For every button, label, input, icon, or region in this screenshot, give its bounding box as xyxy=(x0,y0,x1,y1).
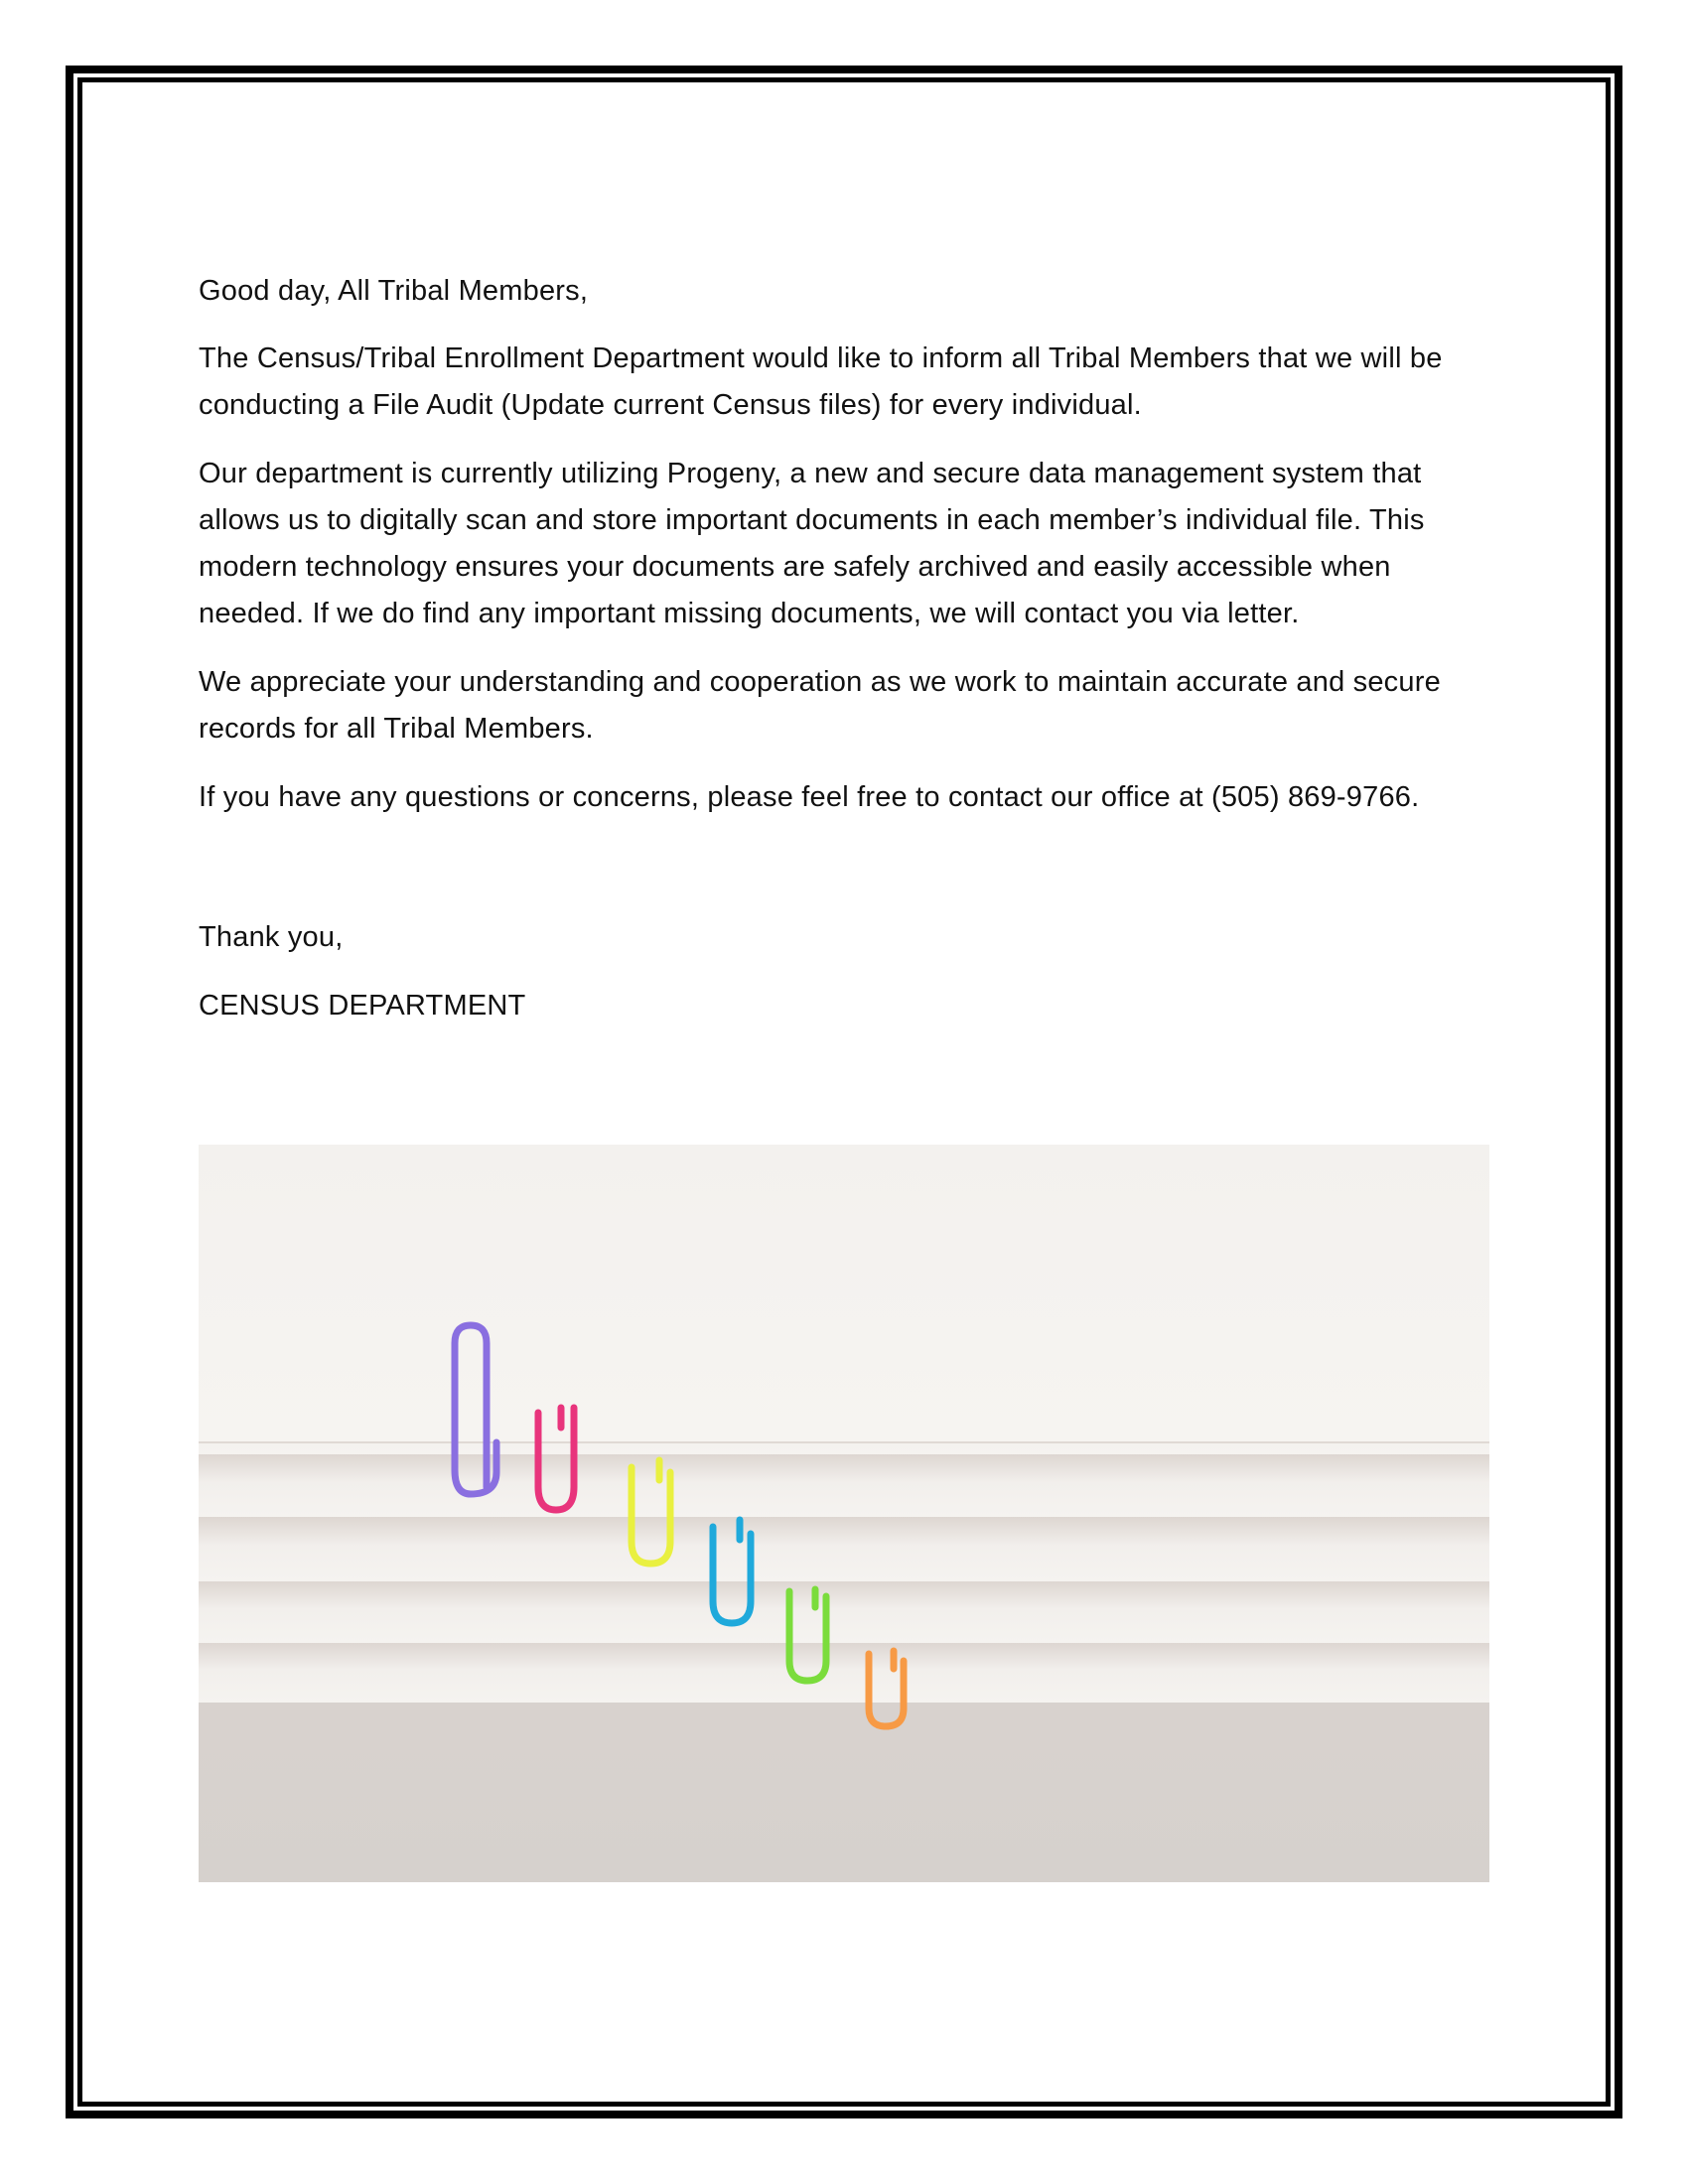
salutation: Good day, All Tribal Members, xyxy=(199,275,589,307)
paper-sheet-5 xyxy=(199,1581,1489,1643)
paragraph-appreciation: We appreciate your understanding and cooperation as we work to maintain accurate and secure records for all Tribal Members. xyxy=(199,666,1441,745)
closing: Thank you, xyxy=(199,921,344,953)
paper-sheet-3 xyxy=(199,1454,1489,1517)
paper-sheet-4 xyxy=(199,1517,1489,1581)
paper-sheet-top xyxy=(199,1145,1489,1442)
paragraph-audit-notice: The Census/Tribal Enrollment Department would like to inform all Tribal Members that we will be conducting a File Audit (Update current Census files) for every individual. xyxy=(199,342,1443,421)
spacer xyxy=(199,843,1499,914)
signature: CENSUS DEPARTMENT xyxy=(199,990,526,1022)
paperclips-illustration xyxy=(199,1145,1489,1882)
paper-sheet-6 xyxy=(199,1643,1489,1703)
letter-body xyxy=(199,268,1499,1051)
paragraph-contact: If you have any questions or concerns, please feel free to contact our office at (505) 869-9766. xyxy=(199,781,1420,813)
paragraph-progeny-system: Our department is currently utilizing Progeny, a new and secure data management system that allows us to digitally scan and store important documents in each member’s individual file. This modern technology ensures your documents are safely archived and easily accessible when needed. If we do find any important missing documents, we will contact you via letter. xyxy=(199,458,1425,629)
paperclips-photo xyxy=(199,1145,1489,1882)
